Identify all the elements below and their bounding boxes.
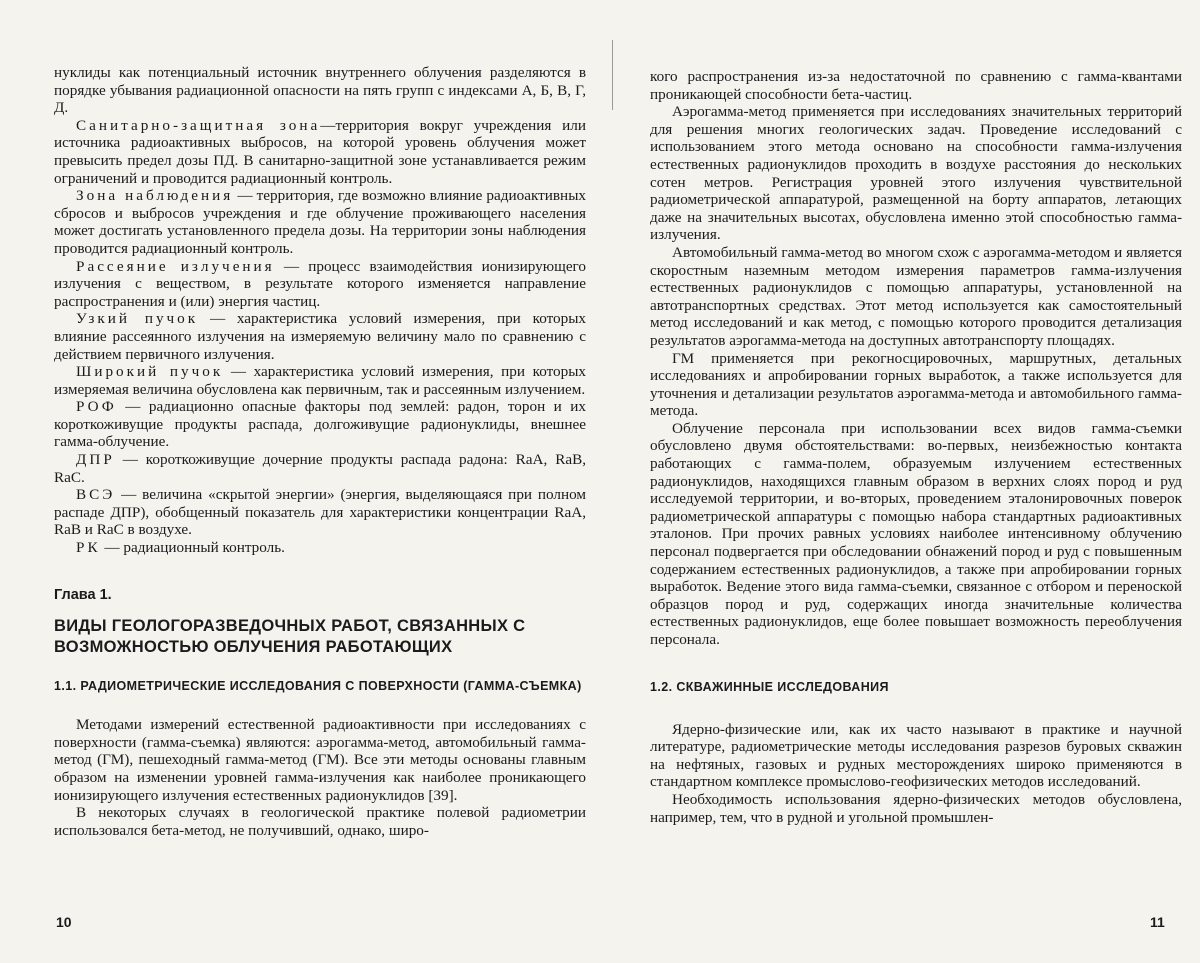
definition-paragraph: Санитарно-защитная зона—территория вокруг учреждения или источника радиоактивных выбросов, на которой уровень облучения может превысить предел дозы ПД. В санитарно-защитной зоне устанавливается режим ограничений и проводится радиационный контроль. — [54, 116, 586, 187]
section-title: 1.1. РАДИОМЕТРИЧЕСКИЕ ИССЛЕДОВАНИЯ С ПОВЕРХНОСТИ (ГАММА-СЪЕМКА) — [54, 679, 582, 694]
definition-paragraph: Узкий пучок — характеристика условий измерения, при которых влияние рассеянного излучения на измеряемую величину мало по сравнению с действием первичного излучения. — [54, 310, 587, 363]
paragraph: нуклиды как потенциальный источник внутреннего облучения разделяются в порядке убывания радиационной опасности на пять групп с индексами А, Б, В, Г, Д. — [54, 64, 586, 117]
paragraph: ГМ применяется при рекогносцировочных, маршрутных, детальных исследованиях и апробировании горных выработок, а также используется для уточнения и детализации результатов аэрогамма-метода и автомобильного гамма-метода. — [650, 349, 1182, 420]
definition-paragraph: ВСЭ — величина «скрытой энергии» (энергия, выделяющаяся при полном распаде ДПР), обобщенный показатель для характеристики концентрации RaA, RaB и RaC в воздухе. — [54, 486, 586, 539]
page-fold — [612, 40, 613, 110]
term: ДПР — [76, 451, 115, 469]
term: РК — [76, 539, 101, 557]
paragraph: Облучение персонала при использовании всех видов гамма-съемки обусловлено двумя обстоятельствами: во-первых, неизбежностью контакта работающих с гамма-полем, образуемым излучением естественных радионуклидов, находящихся главным образом в верхних слоях пород и руд исследуемой территории, и во-вторых, проведением эталонировочных поверок радиометрической аппаратуры с помощью набора стандартных радиоактивных эталонов. При прочих равных условиях наиболее интенсивному облучению персонал подвергается при обследовании обнажений пород и руд с повышенным содержанием естественных радионуклидов, а также при апробировании горных выработок. Ведение этого вида гамма-съемки, связанное с отбором и переноской образцов пород и руд, содержащих иногда значительные количества естественных радионуклидов, еще более повышает возможность переоблучения персонала. — [650, 419, 1182, 648]
chapter-label: Глава 1. — [54, 586, 112, 603]
paragraph: В некоторых случаях в геологической практике полевой радиометрии использовался бета-метод, не получивший, однако, широ- — [54, 804, 586, 839]
chapter-title: ВИДЫ ГЕОЛОГОРАЗВЕДОЧНЫХ РАБОТ, СВЯЗАННЫХ С ВОЗМОЖНОСТЬЮ ОБЛУЧЕНИЯ РАБОТАЮЩИХ — [54, 617, 526, 657]
definition-paragraph: РК — радиационный контроль. — [76, 539, 285, 557]
term: Рассеяние излучения — [76, 257, 275, 275]
term: Широкий пучок — [76, 363, 224, 381]
term: Санитарно-защитная зона — [76, 116, 321, 134]
right-page — [650, 68, 1182, 826]
term: Зона наблюдения — [76, 187, 234, 205]
term: РОФ — [76, 398, 117, 416]
paragraph: Автомобильный гамма-метод во многом схож с аэрогамма-методом и является скоростным наземным методом измерения параметров гамма-излучения естественных радионуклидов с помощью аппаратуры, установленной на автотранспортных средствах. Этот метод используется как самостоятельный метод исследований и как метод, с помощью которого проводится детализация результатов аэрогамма-метода на доступных автотранспорту площадях. — [650, 243, 1182, 349]
paragraph: Аэрогамма-метод применяется при исследованиях значительных территорий для решения многих геологических задач. Проведение исследований с использованием этого метода основано на способности гамма-излучения естественных радионуклидов проходить в воздухе расстояния до нескольких сотен метров. Регистрация уровней этого излучения чувствительной радиометрической аппаратурой, размещенной на борту аппаратов, летающих даже на значительных высотах, обусловлена именно этой способностью гамма-излучения. — [650, 103, 1182, 244]
left-page — [54, 64, 586, 839]
paragraph: Необходимость использования ядерно-физических методов обусловлена, например, тем, что в рудной и угольной промышлен- — [650, 790, 1182, 826]
definition-paragraph: Зона наблюдения — территория, где возможно влияние радиоактивных сбросов и выбросов учреждения и где облучение проживающего населения может достигать установленного предела дозы. На территории зоны наблюдения проводится радиационный контроль. — [54, 187, 586, 257]
paragraph: кого распространения из-за недостаточной по сравнению с гамма-квантами проникающей способности бета-частиц. — [650, 68, 1182, 103]
definition-paragraph: Широкий пучок — характеристика условий измерения, при которых измеряемая величина обусловлена как первичным, так и рассеянным излучением. — [54, 363, 587, 398]
section-title: 1.2. СКВАЖИННЫЕ ИССЛЕДОВАНИЯ — [650, 679, 889, 694]
page-number-right: 11 — [1150, 914, 1165, 930]
term: ВСЭ — [76, 486, 116, 504]
definition-paragraph: ДПР — короткоживущие дочерние продукты распада радона: RaA, RaB, RaC. — [54, 451, 586, 486]
definition-paragraph: Рассеяние излучения — процесс взаимодействия ионизирующего излучения с веществом, в результате которого изменяется направление распространения и (или) энергия частиц. — [54, 257, 587, 310]
definition-paragraph: РОФ — радиационно опасные факторы под землей: радон, торон и их короткоживущие продукты распада, долгоживущие радионуклиды, внешнее гамма-облучение. — [54, 398, 586, 451]
paragraph: Методами измерений естественной радиоактивности при исследованиях с поверхности (гамма-съемка) являются: аэрогамма-метод, автомобильный гамма-метод (ГМ), пешеходный гамма-метод (ГМ). Все эти методы основаны главным образом на изменении уровней гамма-излучения как наиболее проникающего ионизирующего излучения естественных радионуклидов [39]. — [54, 716, 586, 804]
paragraph: Ядерно-физические или, как их часто называют в практике и научной литературе, радиометрические методы исследования разрезов буровых скважин на нефтяных, газовых и рудных месторождениях широко применяются в стандартном комплексе промыслово-геофизических методов исследований. — [650, 720, 1182, 791]
term: Узкий пучок — [76, 310, 199, 328]
page-number-left: 10 — [56, 914, 72, 930]
